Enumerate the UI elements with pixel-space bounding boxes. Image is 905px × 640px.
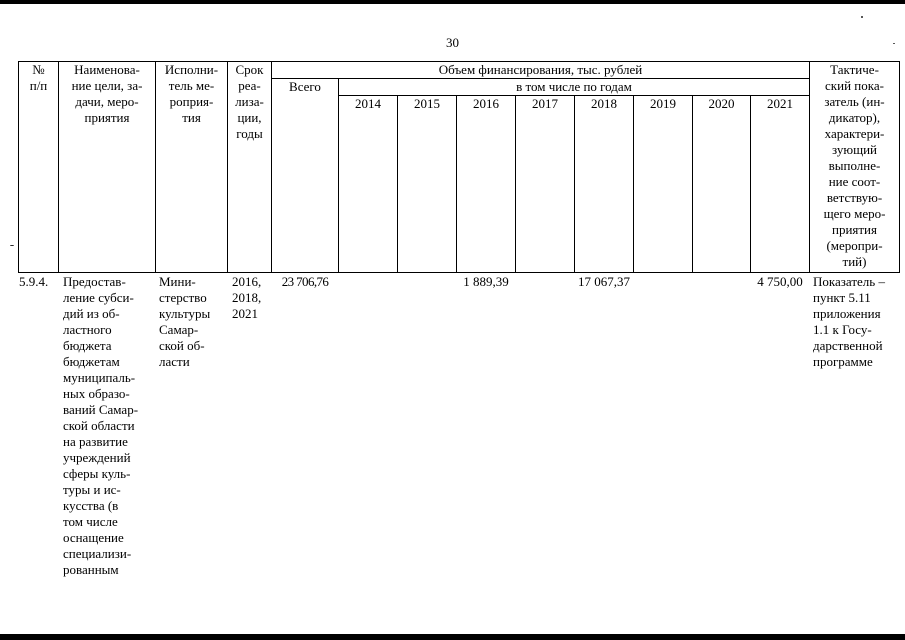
- table-line: [397, 95, 398, 273]
- scan-border-bottom: [0, 634, 905, 640]
- header-year: 2019: [650, 96, 676, 111]
- header-num: № п/п: [29, 62, 48, 93]
- header-year: 2018: [591, 96, 617, 111]
- table-line: [18, 272, 899, 273]
- table-line: [633, 95, 634, 273]
- table-line: [692, 95, 693, 273]
- header-year: 2017: [532, 96, 558, 111]
- row-num: 5.9.4.: [19, 274, 49, 289]
- header-indicator: Тактиче- ский пока- затель (ин- дикатор), характери- зующий выполне- ние соот- ветствую- щего меро- приятия (меропри- тий): [823, 62, 886, 269]
- row-year-value: 17 067,37: [578, 274, 630, 289]
- scan-speck: [10, 245, 14, 246]
- row-executor: Мини- стерство культуры Самар- ской об- ласти: [159, 274, 211, 369]
- table-line: [456, 95, 457, 273]
- header-term: Срок реа- лиза- ции, годы: [235, 62, 264, 141]
- scan-border-top: [0, 0, 905, 4]
- header-name: Наименова- ние цели, за- дачи, меро- приятия: [71, 62, 143, 125]
- row-year-value: 4 750,00: [757, 274, 803, 289]
- header-year: 2014: [355, 96, 381, 111]
- header-funding-title: Объем финансирования, тыс. рублей: [438, 62, 643, 77]
- row-year-value: 1 889,39: [463, 274, 509, 289]
- header-year: 2021: [767, 96, 793, 111]
- page-number: 30: [446, 35, 459, 50]
- table-line: [574, 95, 575, 273]
- header-total: Всего: [289, 79, 321, 94]
- header-by-years: в том числе по годам: [516, 79, 632, 94]
- table-line: [750, 95, 751, 273]
- row-name: Предостав- ление субси- дий из об- ластного бюджета бюджетам муниципаль- ных образо- ваний Самар- ской области на развитие учреждений сферы куль- туры и ис- кусства (в том числе оснащение специализи- рованным: [63, 274, 139, 577]
- row-indicator: Показатель – пункт 5.11 приложения 1.1 к Госу- дарственной программе: [813, 274, 885, 369]
- header-year: 2020: [708, 96, 735, 111]
- header-year: 2016: [473, 96, 499, 111]
- table-line: [515, 95, 516, 273]
- header-year: 2015: [414, 96, 440, 111]
- row-total: 23 706,76: [281, 274, 329, 289]
- header-executor: Исполни- тель ме- роприя- тия: [164, 62, 219, 125]
- row-term: 2016, 2018, 2021: [232, 274, 262, 321]
- scan-speck: [861, 16, 863, 18]
